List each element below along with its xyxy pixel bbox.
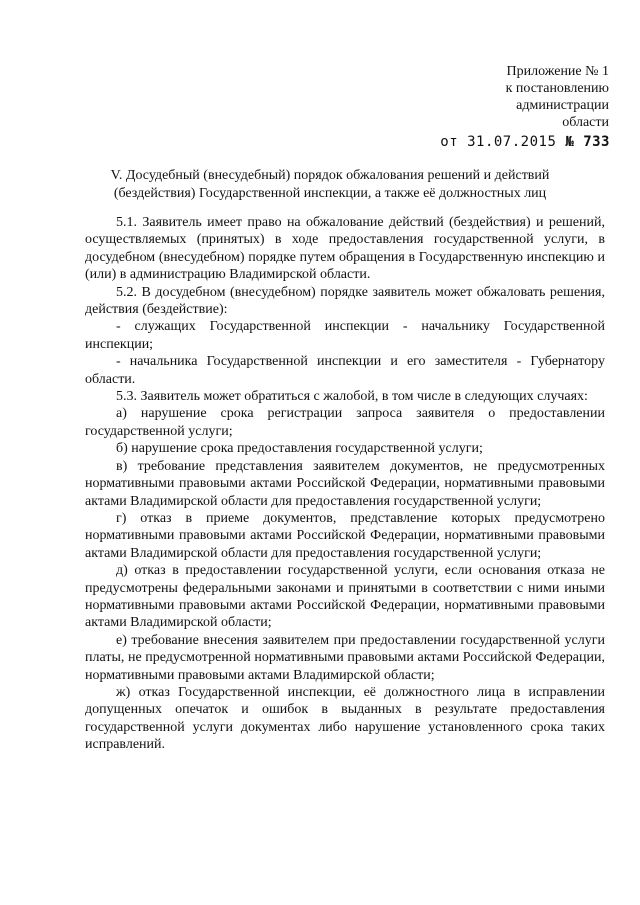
case-g: г) отказ в приеме документов, представление которых предусмотрено нормативными правовыми актами Российской Федерации, нормативными правовыми актами Владимирской области для предоставления государственной услуги; [85,510,605,561]
section-heading-line-2: (бездействия) Государственной инспекции, а также её должностных лиц [113,186,547,201]
case-e: е) требование внесения заявителем при предоставлении государственной услуги платы, не предусмотренной нормативными правовыми актами Российской Федерации, нормативными правовыми актами Владимирской области; [85,632,605,683]
appendix-title: Приложение № 1 [506,64,609,79]
number-prefix: № [565,134,575,150]
appendix-header [506,63,609,131]
paragraph-5-2: 5.2. В досудебном (внесудебном) порядке заявитель может обжаловать решения, действия (бездействие): [85,284,605,318]
case-b: б) нарушение срока предоставления государственной услуги; [116,441,483,457]
appendix-line-4: области [562,115,609,130]
paragraph-5-3: 5.3. Заявитель может обратиться с жалобой, в том числе в следующих случаях: [116,389,588,405]
case-a: а) нарушение срока регистрации запроса заявителя о предоставлении государственной услуги; [85,406,605,439]
list-item-chief: - начальника Государственной инспекции и его заместителя - Губернатору области. [85,354,605,387]
document-number: 733 [583,134,610,150]
document-date: 31.07.2015 [467,134,557,150]
section-heading-line-1: V. Досудебный (внесудебный) порядок обжалования решений и действий [110,168,550,183]
date-number-stamp [440,134,610,150]
case-zh: ж) отказ Государственной инспекции, её должностного лица в исправлении допущенных опечаток и ошибок в выданных в результате предоставления государственной услуги документах либо нарушение установленного срока таких исправлений. [85,684,605,753]
case-v: в) требование представления заявителем документов, не предусмотренных нормативными правовыми актами Российской Федерации, нормативными правовыми актами Владимирской области для предоставления государственной услуги; [85,458,605,509]
appendix-line-3: администрации [516,98,609,113]
section-heading [60,167,600,203]
date-prefix: от [440,134,459,150]
case-d: д) отказ в предоставлении государственной услуги, если основания отказа не предусмотрены федеральными законами и принятыми в соответствии с ними иными нормативными правовыми актами Российской Федерации, нормативными правовыми актами Владимирской области; [85,563,605,631]
list-item-employees: - служащих Государственной инспекции - начальнику Государственной инспекции; [85,319,605,352]
appendix-line-2: к постановлению [505,81,609,96]
paragraph-5-1: 5.1. Заявитель имеет право на обжалование действий (бездействия) и решений, осуществляемых (принятых) в ходе предоставления государственной услуги, в досудебном (внесудебном) порядке путем обращения в Государственную инспекцию и (или) в администрацию Владимирской области. [85,215,605,283]
body-text [85,214,605,754]
